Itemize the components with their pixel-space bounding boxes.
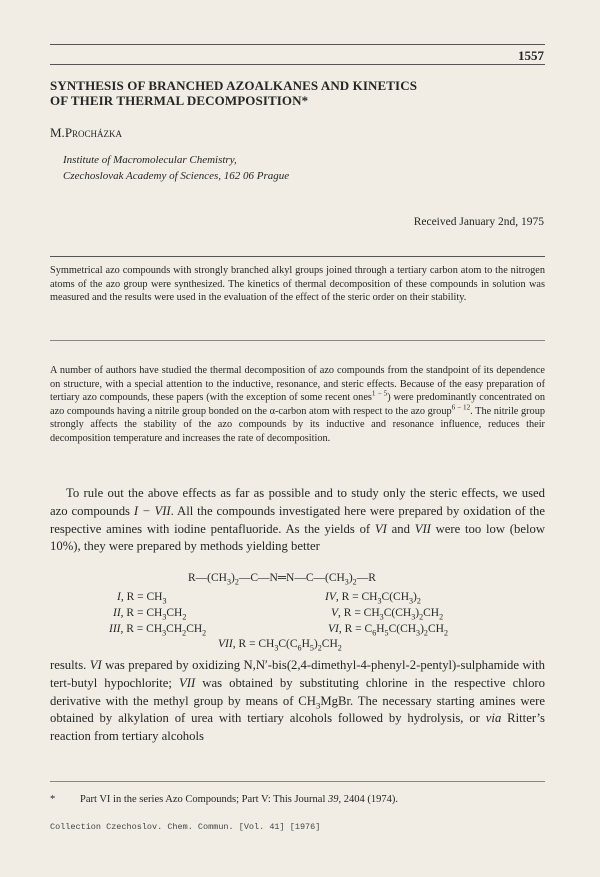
footnote [50,794,398,805]
p1-text-c: . The nitrile group strongly affects the stability of the azo compounds by its inductive and resonance influence, reduces their decomposition temperature and increases the rate of decomposition. [50,405,545,444]
c7-label: VII [218,638,233,650]
formula-compound-ii [113,607,187,622]
fg-a: R—(CH [188,572,227,584]
c3-s3: 2 [202,628,207,638]
c7-t3: ) [313,638,318,650]
c1-eq: , R = CH [120,591,163,603]
formula-compound-iii [109,623,207,638]
formula-compound-iv [325,591,421,606]
p2-text-a: To rule out the above effects as far as possible and to study only the steric effects, we used azo compounds [50,486,545,518]
formula-compound-i [117,591,167,606]
c6-t3: ) [420,623,424,635]
c5-s1: 3 [379,612,384,622]
p3-sub-3: 3 [315,700,321,711]
body-paragraph-2 [50,485,545,556]
c5-eq: , R = CH [338,607,380,619]
c6-label: VI [328,623,339,635]
c7-t2: H [301,638,310,650]
p3-via: via [485,711,502,726]
c7-s3: 5 [309,643,314,653]
c4-t2: ) [413,591,417,603]
journal-footer: Collection Czechoslov. Chem. Commun. [Vol. 41] [1976] [50,822,321,832]
fg-3b: 3 [344,577,349,587]
title-line-1: SYNTHESIS OF BRANCHED AZOALKANES AND KINETICS [50,78,418,93]
c2-s1: 3 [162,612,167,622]
c7-s5: 2 [337,643,342,653]
affiliation-line-2: Czechoslovak Academy of Sciences, 162 06 Prague [63,170,290,182]
formula-general [188,572,376,587]
c1-label: I [117,591,121,603]
author-initial: M. [50,125,65,140]
abstract: Symmetrical azo compounds with strongly branched alkyl groups joined through a tertiary carbon atom to the nitrogen atoms of the azo group were synthesized. The kinetics of thermal decomposition of these compounds in solution was measured and the results were used in the evaluation of the effect of the steric order on their stability. [50,265,545,303]
body-paragraph-3 [50,657,545,746]
p2-compound-range: I − VII [133,503,171,518]
c4-s2: 3 [409,596,414,606]
c6-t2: C(CH [388,623,417,635]
fg-3a: 3 [226,577,232,587]
c2-label: II [113,607,121,619]
abstract-rule-top [50,256,545,257]
c2-t1: CH [166,607,183,619]
c7-s1: 3 [274,643,279,653]
c7-s2: 6 [297,643,302,653]
p3-text-c: was obtained by substituting chlorine in the respective chloro derivative with the methyl group by means of CH [50,675,545,708]
c5-label: V [331,607,339,619]
c4-s1: 3 [377,596,382,606]
formula-compound-v [331,607,444,622]
fg-2a: 2 [234,577,239,587]
footnote-mark: * [50,794,56,805]
p3-text-e: Ritter’s reaction from tertiary alcohols [50,711,545,744]
c7-t1: C(C [278,638,298,650]
c5-t3: CH [423,607,440,619]
p2-text-d: were too low (below 10%), they were prepared by methods yielding better [50,521,545,554]
p1-text-a: A number of authors have studied the thermal decomposition of azo compounds from the standpoint of its dependence on structure, with a special attention to the inductive, resonance, and steric effects. Because of the easy preparation of tertiary azo compounds, these papers (with the exception of some recent ones [50,365,545,404]
p2-text-b: . All the compounds investigated here were prepared by oxidation of the respective amines with iodine pentafluoride. As the yields of [50,503,545,536]
article-title [50,78,550,108]
c6-s5: 2 [443,628,448,638]
c2-s2: 2 [182,612,187,622]
footnote-text-a: Part VI in the series Azo Compounds; Part V: This Journal [80,794,329,805]
affiliation-line-1: Institute of Macromolecular Chemistry, [63,154,237,166]
p3-compound-vii: VII [179,675,196,690]
c7-t4: CH [321,638,338,650]
footnote-text-b: , 2404 (1974). [338,794,399,805]
title-line-2: OF THEIR THERMAL DECOMPOSITION* [50,93,309,108]
p1-ref-2: 6 − 12 [451,403,471,412]
c5-s3: 2 [419,612,424,622]
page-number: 1557 [518,48,544,63]
c7-eq: , R = CH [232,638,275,650]
c3-t1: CH [166,623,183,635]
p1-text-b: ) were predominantly concentrated on azo compounds having a nitrile group bonded on the α-carbon atom with respect to the azo group [50,392,545,417]
c5-t1: C(CH [383,607,412,619]
c3-s1: 3 [162,628,167,638]
affiliation [63,152,289,184]
footnote-rule [50,781,545,782]
fg-2b: 2 [352,577,357,587]
received-date: Received January 2nd, 1975 [413,216,544,228]
p3-text-b: was prepared by oxidizing N,N′-bis(2,4-dimethyl-4-phenyl-2-pentyl)-sulphamide with tert-butyl hypochlorite; [50,658,545,690]
c4-s3: 2 [416,596,421,606]
p2-text-c: and [386,521,415,536]
fg-c: —C—N═N—C—(CH [238,572,345,584]
p2-compound-vi: VI [374,521,387,536]
abstract-rule-bottom [50,340,545,341]
c4-t1: C(CH [381,591,410,603]
c6-s4: 2 [423,628,428,638]
c6-t4: CH [427,623,444,635]
author-surname: Procházka [64,125,123,140]
c3-eq: , R = CH [120,623,163,635]
c3-label: III [109,623,121,635]
footnote-volume: 39 [328,794,339,805]
author [50,125,122,141]
c7-s4: 2 [317,643,322,653]
c6-s1: 6 [372,628,377,638]
fg-d: ) [348,572,353,584]
formula-compound-vii [218,638,342,653]
c6-s2: 5 [384,628,389,638]
c3-t2: CH [186,623,203,635]
c4-label: IV [325,591,336,603]
formula-compound-vi [328,623,448,638]
p3-compound-vi: VI [89,658,102,672]
header-rule-bottom [50,64,545,65]
c2-eq: , R = CH [120,607,163,619]
c5-t2: ) [415,607,420,619]
c5-s4: 2 [439,612,444,622]
c1-s1: 3 [162,596,167,606]
header-rule [50,44,545,45]
p3-text-d: MgBr. The necessary starting amines were obtained by alkylation of urea with tertiary alcohols followed by hydrolysis, or [50,693,545,726]
c4-eq: , R = CH [335,591,378,603]
fg-e: —R [356,572,376,584]
c3-s2: 2 [182,628,187,638]
c6-t1: H [376,623,385,635]
p1-ref-1: 1 − 5 [371,389,388,398]
p2-compound-vii: VII [414,521,431,536]
c5-s2: 3 [411,612,416,622]
c6-eq: , R = C [338,623,373,635]
p3-text-a: results. [50,658,90,672]
c6-s3: 3 [416,628,421,638]
body-paragraph-1 [50,364,545,446]
fg-b: ) [231,572,235,584]
